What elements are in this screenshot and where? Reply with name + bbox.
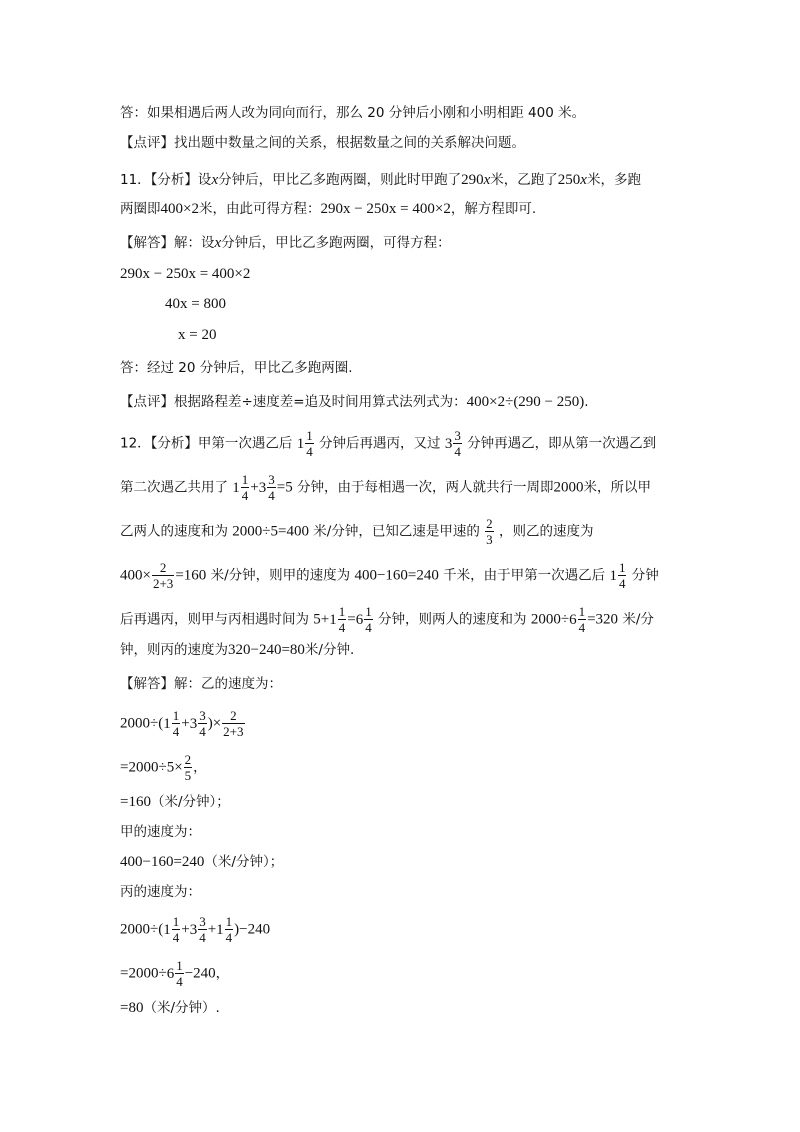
- fraction: [225, 914, 234, 945]
- whole: 1: [163, 921, 171, 938]
- denominator: 3: [486, 532, 493, 547]
- equation-step-2: 40x = 800: [165, 296, 226, 312]
- expr: 2000÷(: [120, 715, 164, 732]
- equals: =: [347, 611, 356, 628]
- plus: +: [250, 479, 259, 496]
- fraction: [338, 604, 347, 635]
- fraction: [172, 914, 181, 945]
- mixed-number: [569, 604, 587, 635]
- result: =320: [587, 611, 619, 628]
- mixed-number: [356, 604, 374, 635]
- comment-line-1: 【点评】找出题中数量之间的关系，根据数量之间的关系解决问题。: [120, 135, 525, 151]
- mixed-number: [190, 914, 208, 945]
- fraction: [453, 428, 462, 459]
- text: 12．【分析】甲第一次遇乙后: [120, 435, 293, 452]
- text: 米/分钟，已知乙速是甲速的: [313, 523, 480, 540]
- solution-step-1: [120, 708, 246, 739]
- whole: 6: [569, 611, 577, 628]
- solution-step-2: [120, 752, 207, 783]
- expr: 5+: [313, 611, 330, 628]
- var-x: x: [211, 172, 219, 188]
- problem-12-analysis-line-3: [120, 516, 593, 547]
- comment-line-2: [120, 392, 589, 412]
- problem-12-analysis-line-1: [120, 428, 656, 459]
- plus: +: [181, 715, 190, 732]
- text: 千米，由于甲第一次遇乙后: [443, 567, 606, 584]
- fraction: [172, 708, 181, 739]
- whole: 3: [189, 921, 198, 938]
- var-x: x: [580, 172, 587, 188]
- text: 第二次遇乙共用了: [120, 479, 228, 496]
- numerator: 1: [241, 472, 249, 487]
- result: =160: [175, 567, 207, 584]
- expr: =160: [120, 794, 151, 810]
- whole: 3: [258, 479, 267, 496]
- expr: =2000÷: [120, 965, 167, 982]
- answer-line-1: 答：如果相遇后两人改为同向而行，那么 20 分钟后小刚和小明相距 400 米。: [120, 105, 586, 121]
- text: 米，由此可得方程：: [198, 201, 321, 217]
- problem-11-solution-line: [120, 233, 451, 253]
- problem-12-solution-line: 【解答】解：乙的速度为：: [120, 676, 282, 692]
- expr: 2000÷(: [120, 921, 164, 938]
- fraction: [364, 604, 373, 635]
- text: 米/分钟.: [304, 642, 355, 658]
- text: 11．【分析】设: [120, 172, 212, 188]
- solution-label-bing: 丙的速度为：: [120, 884, 201, 900]
- denominator: 2+3: [223, 724, 244, 739]
- numerator: 2: [184, 752, 192, 767]
- fraction: [152, 560, 174, 591]
- mixed-number: [216, 914, 234, 945]
- expr: =80: [120, 1000, 144, 1016]
- whole: 1: [163, 715, 171, 732]
- denominator: 4: [618, 576, 626, 591]
- denominator: 4: [199, 930, 206, 945]
- plus: +: [181, 921, 190, 938]
- expr: 400−160=240: [120, 854, 205, 870]
- problem-11-analysis-line-1: [120, 170, 641, 190]
- whole: 1: [216, 921, 224, 938]
- denominator: 2+3: [152, 576, 174, 591]
- fraction: [175, 958, 184, 989]
- numerator: 3: [268, 472, 275, 487]
- denominator: 4: [225, 930, 233, 945]
- var-x: x: [483, 172, 491, 188]
- text: ，则乙的速度为: [498, 523, 594, 540]
- expr: −240: [184, 965, 216, 982]
- denominator: 5: [184, 768, 192, 783]
- text: ，解方程即可.: [450, 201, 537, 217]
- whole: 6: [355, 611, 364, 628]
- text: 【点评】根据路程差÷速度差=追及时间用算式法列式为：: [120, 394, 467, 410]
- mixed-number: [297, 428, 315, 459]
- whole: 3: [444, 435, 453, 452]
- fraction: [198, 708, 207, 739]
- mixed-number: [163, 708, 181, 739]
- text: 分钟再遇乙，即从第一次遇乙到: [467, 435, 657, 452]
- denominator: 4: [199, 724, 206, 739]
- whole: 1: [609, 567, 617, 584]
- expr: )×: [207, 715, 222, 732]
- text: 后再遇丙，则甲与丙相遇时间为: [120, 611, 309, 628]
- denominator: 4: [338, 620, 346, 635]
- text: 两圈即: [120, 201, 161, 217]
- problem-12-analysis-line-4: [120, 560, 659, 591]
- numerator: 2: [486, 516, 493, 531]
- text: 乙两人的速度和为: [120, 523, 228, 540]
- mixed-number: [329, 604, 347, 635]
- numerator: 1: [306, 428, 313, 443]
- numerator: 1: [225, 914, 233, 929]
- solution-label-jia: 甲的速度为：: [120, 824, 201, 840]
- answer-line-2: 答：经过 20 分钟后，甲比乙多跑两圈.: [120, 360, 353, 376]
- text: ，: [215, 965, 230, 982]
- denominator: 4: [176, 974, 183, 989]
- whole: 1: [232, 479, 240, 496]
- fraction: [184, 752, 193, 783]
- equation: 290x − 250x = 400×2: [320, 201, 451, 217]
- text: （米/分钟）；: [204, 854, 284, 870]
- mixed-number: [163, 914, 181, 945]
- solution-step-5: [120, 914, 270, 945]
- text: ，: [193, 759, 207, 776]
- result: =5: [276, 479, 293, 496]
- numerator: 2: [222, 708, 244, 724]
- fraction: [198, 914, 207, 945]
- expr: 400×: [120, 567, 151, 584]
- mixed-number: [445, 428, 463, 459]
- numerator: 3: [199, 708, 206, 723]
- numerator: 2: [152, 560, 174, 576]
- denominator: 4: [241, 488, 249, 503]
- numerator: 1: [365, 604, 372, 619]
- numerator: 1: [578, 604, 586, 619]
- expr: 2000÷: [530, 611, 570, 628]
- fraction: [618, 560, 627, 591]
- denominator: 4: [268, 488, 275, 503]
- denominator: 4: [172, 930, 180, 945]
- expr: 2000÷5=400: [232, 523, 309, 540]
- fraction: [485, 516, 494, 547]
- fraction: [241, 472, 250, 503]
- whole: 3: [189, 715, 198, 732]
- whole: 1: [329, 611, 337, 628]
- text: 米，所以甲: [583, 479, 652, 496]
- fraction: [305, 428, 314, 459]
- problem-12-analysis-line-2: [120, 472, 651, 503]
- numerator: 1: [338, 604, 346, 619]
- text: 分钟: [631, 567, 659, 584]
- text: 分钟后，甲比乙多跑两圈，可得方程：: [221, 235, 451, 251]
- mixed-number: [609, 560, 627, 591]
- num: 250: [557, 172, 581, 188]
- text: 分钟，则两人的速度和为: [378, 611, 527, 628]
- problem-11-analysis-line-2: [120, 199, 536, 219]
- text: 米/分钟，则甲的速度为: [210, 567, 351, 584]
- mixed-number: [259, 472, 277, 503]
- text: 钟，则丙的速度为: [120, 642, 228, 658]
- mixed-number: [167, 958, 185, 989]
- whole: 1: [296, 435, 305, 452]
- denominator: 4: [306, 444, 313, 459]
- expr: 320−240=80: [228, 642, 305, 658]
- plus: +: [207, 921, 217, 938]
- numerator: 3: [454, 428, 461, 443]
- expr: =2000÷5×: [120, 759, 183, 776]
- text: 米，多跑: [586, 172, 641, 188]
- numerator: 1: [172, 914, 180, 929]
- text: （米/分钟）；: [150, 794, 230, 810]
- var-x: x: [214, 235, 222, 251]
- text: 分钟后再遇丙，又过: [319, 435, 441, 452]
- fraction: [222, 708, 244, 739]
- denominator: 4: [454, 444, 461, 459]
- equation-step-1: 290x − 250x = 400×2: [120, 266, 251, 282]
- text: .: [584, 394, 589, 410]
- problem-12-analysis-line-5: [120, 604, 654, 635]
- solution-step-7: [120, 998, 220, 1018]
- expr: 400×2÷(290 − 250): [466, 394, 585, 410]
- denominator: 4: [365, 620, 372, 635]
- problem-12-analysis-line-6: [120, 640, 354, 660]
- text: 分钟，由于每相遇一次，两人就共行一周即: [297, 479, 554, 496]
- equation-step-3: x = 20: [178, 327, 217, 343]
- mixed-number: [232, 472, 250, 503]
- denominator: 4: [578, 620, 586, 635]
- solution-step-3: [120, 792, 230, 812]
- text: 【解答】解：设: [120, 235, 215, 251]
- text: 米，乙跑了: [490, 172, 558, 188]
- numerator: 1: [176, 958, 183, 973]
- num: 290: [461, 172, 484, 188]
- num: 2000: [553, 479, 584, 496]
- numerator: 1: [172, 708, 180, 723]
- solution-step-4: [120, 852, 283, 872]
- numerator: 3: [199, 914, 206, 929]
- numerator: 1: [618, 560, 626, 575]
- denominator: 4: [172, 724, 180, 739]
- expr: )−240: [234, 921, 271, 938]
- fraction: [578, 604, 587, 635]
- text: （米/分钟）.: [143, 1000, 220, 1016]
- expr: 400−160=240: [354, 567, 439, 584]
- whole: 6: [166, 965, 175, 982]
- solution-step-6: [120, 958, 229, 989]
- text: 米/分: [622, 611, 654, 628]
- expr: 400×2: [160, 201, 199, 217]
- mixed-number: [190, 708, 208, 739]
- fraction: [267, 472, 276, 503]
- text: 分钟后，甲比乙多跑两圈，则此时甲跑了: [218, 172, 462, 188]
